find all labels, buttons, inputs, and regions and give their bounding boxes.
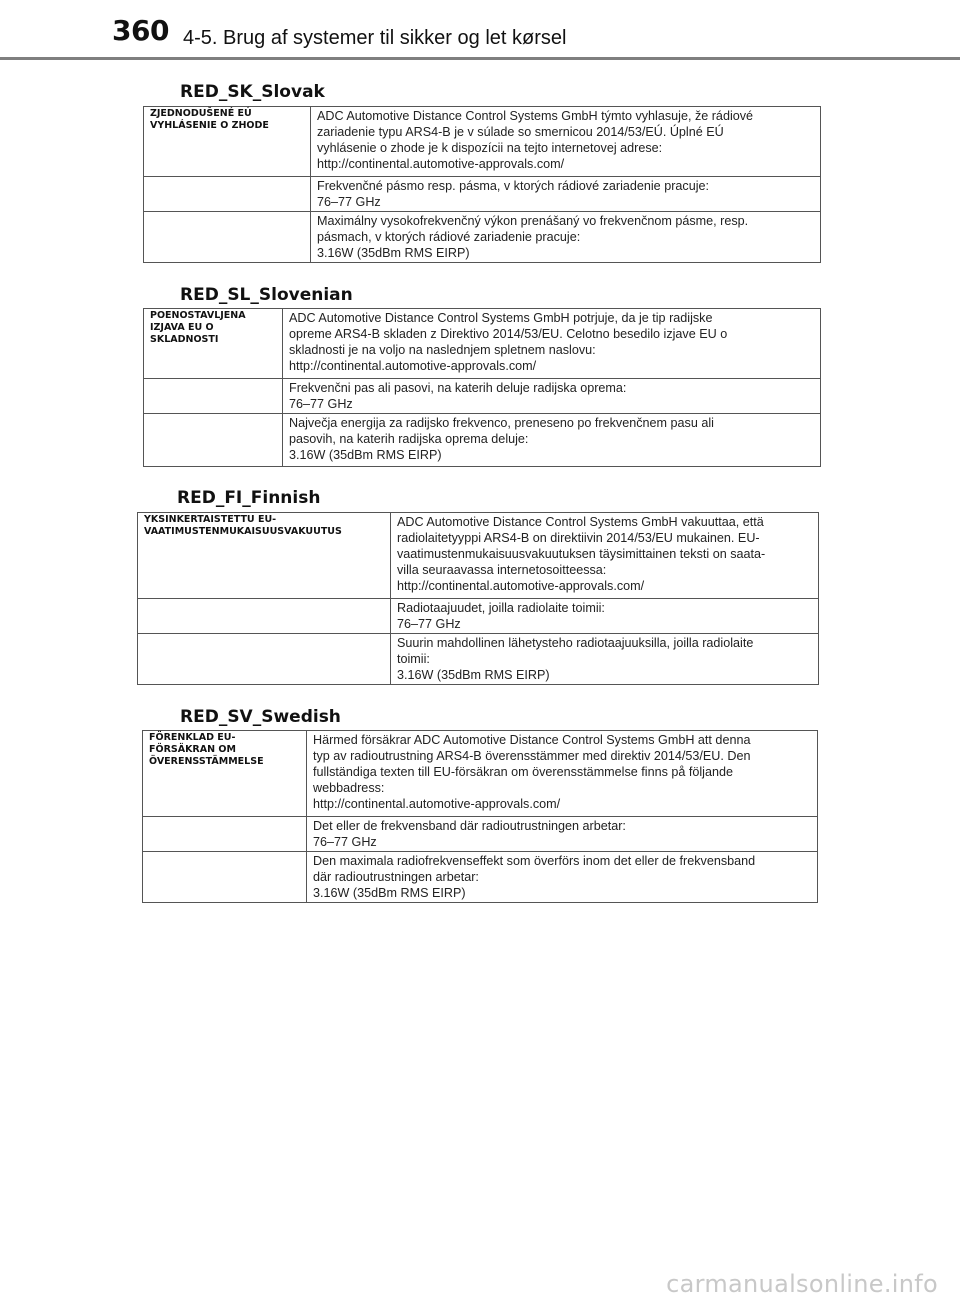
power-text: Maximálny vysokofrekvenčný výkon prenášaný vo frekvenčnom pásme, resp. pásmach, v ktorých rádiové zariadenie pracuje: 3.16W (35dBm RMS EIRP)	[311, 212, 821, 263]
declaration-table	[143, 308, 821, 467]
table-row	[144, 414, 821, 467]
declaration-text: ADC Automotive Distance Control Systems GmbH vakuuttaa, että radiolaitetyyppi ARS4-B on direktiivin 2014/53/EU mukainen. EU- vaatimustenmukaisuusvakuutuksen täysimittainen teksti on saata- villa seuraavassa internetosoitteessa: http://continental.automotive-approvals.com/	[391, 513, 819, 599]
power-text: Den maximala radiofrekvenseffekt som överförs inom det eller de frekvensband där radioutrustningen arbetar: 3.16W (35dBm RMS EIRP)	[307, 852, 818, 903]
section-heading: RED_SL_Slovenian	[180, 285, 353, 305]
declaration-table	[143, 106, 821, 263]
page-header	[0, 0, 960, 60]
declaration-label: ZJEDNODUŠENÉ EÚ VYHLÁSENIE O ZHODE	[144, 107, 311, 177]
table-row	[143, 817, 818, 852]
table-row	[144, 212, 821, 263]
frequency-text: Radiotaajuudet, joilla radiolaite toimii: 76–77 GHz	[391, 599, 819, 634]
header-rule	[0, 57, 960, 60]
section-heading: RED_SK_Slovak	[180, 82, 325, 102]
power-text: Največja energija za radijsko frekvenco, preneseno po frekvenčnem pasu ali pasovih, na katerih radijska oprema deluje: 3.16W (35dBm RMS EIRP)	[283, 414, 821, 467]
section-heading: RED_SV_Swedish	[180, 707, 341, 727]
table-row	[138, 513, 819, 599]
page-number: 360	[112, 14, 169, 47]
declaration-text: Härmed försäkrar ADC Automotive Distance Control Systems GmbH att denna typ av radioutrustning ARS4-B överensstämmer med direktiv 2014/53/EU. Den fullständiga texten till EU-försäkran om överensstämmelse finns på följande webbadress: http://continental.automotive-approvals.com/	[307, 731, 818, 817]
table-row	[138, 634, 819, 685]
table-row	[144, 379, 821, 414]
table-row	[138, 599, 819, 634]
declaration-text: ADC Automotive Distance Control Systems GmbH potrjuje, da je tip radijske opreme ARS4-B skladen z Direktivo 2014/53/EU. Celotno besedilo izjave EU o skladnosti je na voljo na naslednjem spletnem naslovu: http://continental.automotive-approvals.com/	[283, 309, 821, 379]
frequency-text: Frekvenčné pásmo resp. pásma, v ktorých rádiové zariadenie pracuje: 76–77 GHz	[311, 177, 821, 212]
section-heading: RED_FI_Finnish	[177, 488, 321, 508]
table-row	[143, 731, 818, 817]
table-row	[144, 309, 821, 379]
declaration-table	[137, 512, 819, 685]
declaration-text: ADC Automotive Distance Control Systems GmbH týmto vyhlasuje, že rádiové zariadenie typu ARS4-B je v súlade so smernicou 2014/53/EÚ. Úplné EÚ vyhlásenie o zhode je k dispozícii na tejto internetovej adrese: http://continental.automotive-approvals.com/	[311, 107, 821, 177]
chapter-title: 4-5. Brug af systemer til sikker og let kørsel	[183, 27, 567, 49]
frequency-text: Frekvenčni pas ali pasovi, na katerih deluje radijska oprema: 76–77 GHz	[283, 379, 821, 414]
declaration-label: FÖRENKLAD EU- FÖRSÄKRAN OM ÖVERENSSTÄMMELSE	[143, 731, 307, 817]
table-row	[144, 107, 821, 177]
frequency-text: Det eller de frekvensband där radioutrustningen arbetar: 76–77 GHz	[307, 817, 818, 852]
watermark: carmanualsonline.info	[666, 1270, 938, 1298]
declaration-label: POENOSTAVLJENA IZJAVA EU O SKLADNOSTI	[144, 309, 283, 379]
declaration-label: YKSINKERTAISTETTU EU- VAATIMUSTENMUKAISUUSVAKUUTUS	[138, 513, 391, 599]
table-row	[144, 177, 821, 212]
declaration-table	[142, 730, 818, 903]
power-text: Suurin mahdollinen lähetysteho radiotaajuuksilla, joilla radiolaite toimii: 3.16W (35dBm RMS EIRP)	[391, 634, 819, 685]
table-row	[143, 852, 818, 903]
